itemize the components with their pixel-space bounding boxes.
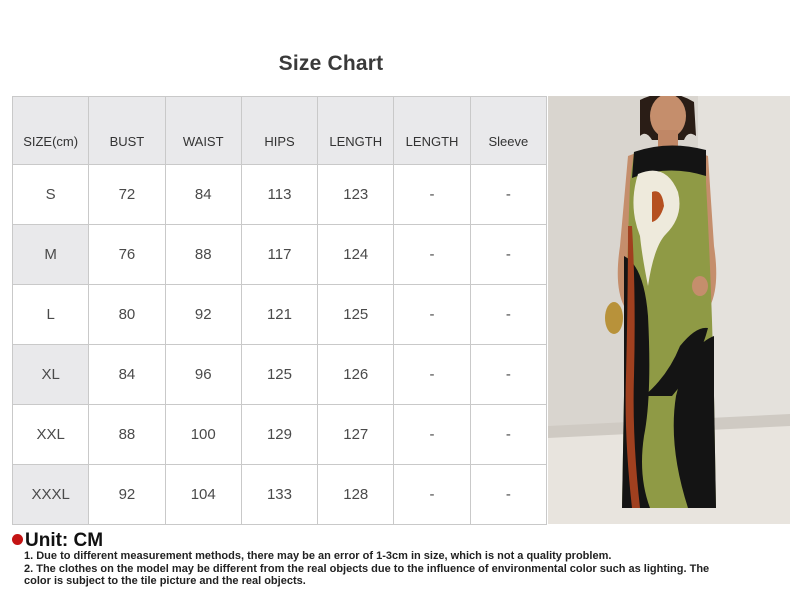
- hips-value: 133: [241, 465, 317, 525]
- sleeve-value: -: [470, 345, 546, 405]
- length2-value: -: [394, 165, 470, 225]
- waist-value: 88: [165, 225, 241, 285]
- header-sleeve: Sleeve: [470, 97, 546, 165]
- unit-label: Unit: CM: [25, 530, 104, 551]
- model-photo: [548, 96, 790, 524]
- size-label: XXXL: [13, 465, 89, 525]
- length2-value: -: [394, 345, 470, 405]
- sleeve-value: -: [470, 225, 546, 285]
- table-row: [13, 285, 547, 345]
- header-length-2: LENGTH: [394, 97, 470, 165]
- length-value: 123: [318, 165, 394, 225]
- length-value: 127: [318, 405, 394, 465]
- bullet-dot-icon: [12, 534, 23, 545]
- size-label: M: [13, 225, 89, 285]
- bust-value: 92: [89, 465, 165, 525]
- sleeve-value: -: [470, 465, 546, 525]
- table-row: [13, 345, 547, 405]
- table-row: [13, 225, 547, 285]
- size-label: S: [13, 165, 89, 225]
- length2-value: -: [394, 225, 470, 285]
- table-row: [13, 165, 547, 225]
- length2-value: -: [394, 465, 470, 525]
- header-size: SIZE(cm): [13, 97, 89, 165]
- size-label: L: [13, 285, 89, 345]
- page-title: Size Chart: [278, 52, 384, 75]
- hips-value: 117: [241, 225, 317, 285]
- bust-value: 88: [89, 405, 165, 465]
- hips-value: 129: [241, 405, 317, 465]
- size-label: XXL: [13, 405, 89, 465]
- length-value: 125: [318, 285, 394, 345]
- size-chart-table: [12, 96, 547, 525]
- waist-value: 104: [165, 465, 241, 525]
- bust-value: 80: [89, 285, 165, 345]
- size-label: XL: [13, 345, 89, 405]
- header-waist: WAIST: [165, 97, 241, 165]
- table-row: [13, 405, 547, 465]
- header-length: LENGTH: [318, 97, 394, 165]
- length-value: 126: [318, 345, 394, 405]
- table-header-row: [13, 97, 547, 165]
- sleeve-value: -: [470, 285, 546, 345]
- table-row: [13, 465, 547, 525]
- length-value: 124: [318, 225, 394, 285]
- bust-value: 72: [89, 165, 165, 225]
- bust-value: 76: [89, 225, 165, 285]
- note-1: 1. Due to different measurement methods, there may be an error of 1-3cm in size, which is not a quality problem.: [24, 550, 612, 562]
- waist-value: 92: [165, 285, 241, 345]
- length2-value: -: [394, 405, 470, 465]
- sleeve-value: -: [470, 405, 546, 465]
- length2-value: -: [394, 285, 470, 345]
- model-photo-icon: [548, 96, 790, 524]
- waist-value: 84: [165, 165, 241, 225]
- header-hips: HIPS: [241, 97, 317, 165]
- sleeve-value: -: [470, 165, 546, 225]
- unit-line: [12, 530, 103, 552]
- waist-value: 100: [165, 405, 241, 465]
- hips-value: 113: [241, 165, 317, 225]
- bust-value: 84: [89, 345, 165, 405]
- length-value: 128: [318, 465, 394, 525]
- note-2: 2. The clothes on the model may be different from the real objects due to the influence of environmental color such as lighting. The color is subject to the tile picture and the real objects.: [24, 562, 710, 587]
- waist-value: 96: [165, 345, 241, 405]
- hips-value: 121: [241, 285, 317, 345]
- notes-block: [24, 550, 724, 588]
- header-bust: BUST: [89, 97, 165, 165]
- hips-value: 125: [241, 345, 317, 405]
